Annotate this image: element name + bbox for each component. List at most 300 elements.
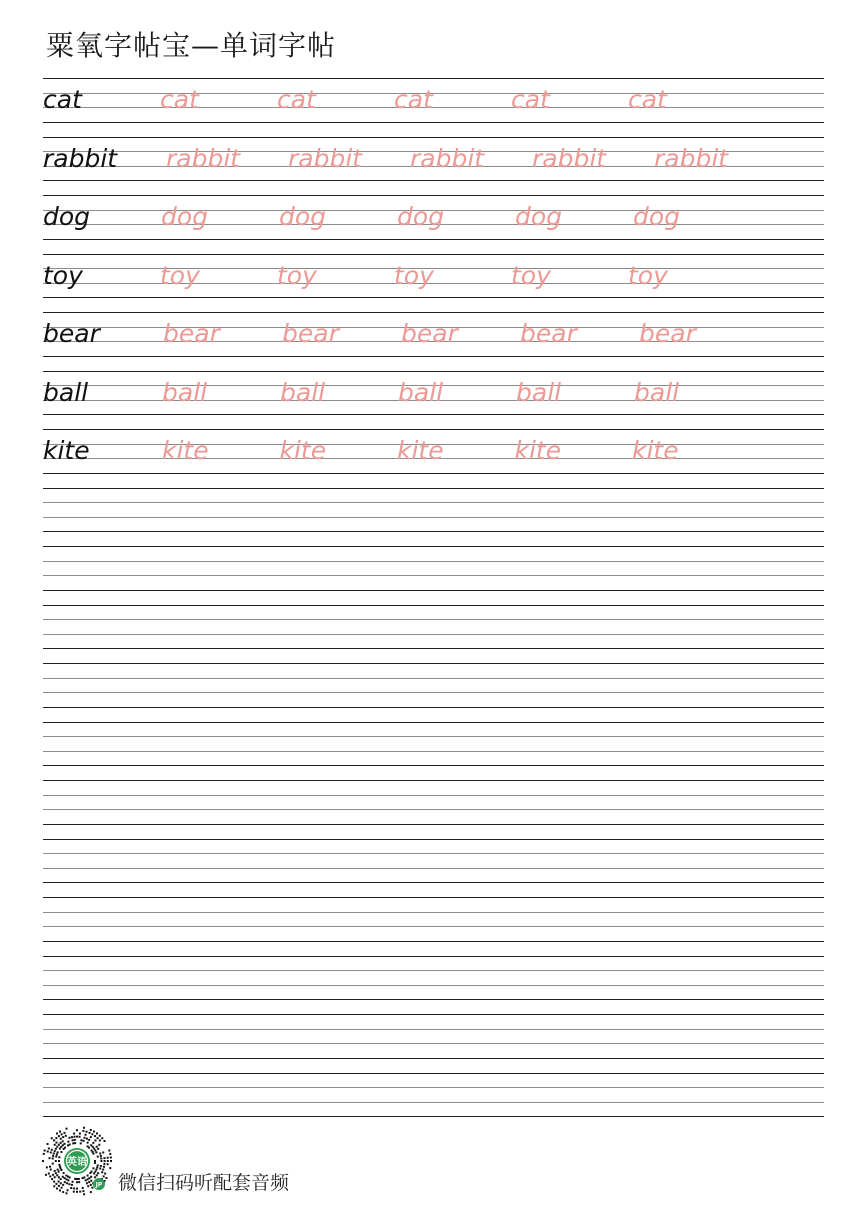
qr-module — [51, 1137, 53, 1139]
qr-module — [72, 1142, 74, 1144]
qr-module — [99, 1135, 101, 1137]
blank-row — [43, 488, 824, 532]
word-row — [43, 195, 824, 239]
qr-module — [58, 1160, 60, 1162]
qr-module — [76, 1129, 78, 1131]
qr-module — [92, 1142, 94, 1144]
qr-module — [59, 1131, 61, 1133]
trace-word: kite — [514, 436, 562, 465]
qr-module — [56, 1174, 58, 1176]
qr-module — [88, 1177, 90, 1179]
trace-word: cat — [277, 85, 316, 114]
qr-module — [92, 1146, 94, 1148]
model-word: kite — [43, 436, 90, 465]
qr-module — [110, 1156, 112, 1158]
blank-row — [43, 722, 824, 766]
qr-code[interactable] — [40, 1124, 114, 1198]
qr-module — [82, 1177, 84, 1179]
qr-module — [103, 1163, 105, 1165]
trace-word: ball — [398, 377, 444, 407]
qr-module — [83, 1193, 85, 1195]
qr-module — [76, 1181, 78, 1183]
guide-line — [43, 648, 824, 649]
guide-line — [43, 853, 824, 854]
qr-module — [55, 1160, 57, 1162]
qr-module — [82, 1190, 84, 1192]
qr-module — [97, 1148, 99, 1150]
qr-module — [61, 1187, 63, 1189]
qr-module — [60, 1142, 62, 1144]
qr-module — [49, 1175, 51, 1177]
footer — [40, 1124, 440, 1204]
qr-module — [45, 1174, 47, 1176]
qr-module — [62, 1136, 64, 1138]
model-word: toy — [43, 260, 83, 290]
qr-module — [74, 1139, 76, 1141]
qr-module — [57, 1151, 59, 1153]
qr-module — [53, 1139, 55, 1141]
trace-word: cat — [628, 85, 667, 114]
qr-module — [80, 1142, 82, 1144]
qr-module — [48, 1147, 50, 1149]
guide-line — [43, 1116, 824, 1117]
qr-module — [94, 1135, 96, 1137]
qr-module — [55, 1142, 57, 1144]
qr-module — [46, 1166, 48, 1168]
qr-module — [80, 1139, 82, 1141]
qr-module — [54, 1170, 56, 1172]
blank-row — [43, 546, 824, 590]
qr-module — [93, 1148, 95, 1150]
qr-module — [100, 1157, 102, 1159]
guide-line — [43, 809, 824, 810]
qr-module — [62, 1191, 64, 1193]
qr-module — [90, 1129, 92, 1131]
qr-module — [68, 1137, 70, 1139]
trace-word: rabbit — [288, 143, 363, 173]
qr-module — [78, 1181, 80, 1183]
qr-module — [62, 1140, 64, 1142]
qr-module — [68, 1183, 70, 1185]
qr-module — [47, 1150, 49, 1152]
qr-module — [100, 1160, 102, 1162]
qr-module — [95, 1151, 97, 1153]
guide-line — [43, 1029, 824, 1030]
qr-module — [66, 1182, 68, 1184]
qr-module — [71, 1184, 73, 1186]
qr-module — [78, 1178, 80, 1180]
trace-word: rabbit — [166, 143, 241, 173]
qr-module — [58, 1144, 60, 1146]
guide-line — [43, 678, 824, 679]
qr-module — [83, 1127, 85, 1129]
guide-line — [43, 722, 824, 723]
qr-module — [76, 1188, 78, 1190]
qr-module — [87, 1142, 89, 1144]
qr-module — [107, 1163, 109, 1165]
qr-module — [58, 1171, 60, 1173]
blank-row — [43, 1014, 824, 1058]
qr-module — [51, 1149, 53, 1151]
trace-word: toy — [160, 260, 200, 290]
qr-module — [91, 1133, 93, 1135]
qr-module — [87, 1175, 89, 1177]
trace-word: rabbit — [532, 143, 607, 173]
qr-module — [99, 1168, 101, 1170]
qr-module — [52, 1157, 54, 1159]
qr-module — [64, 1147, 66, 1149]
qr-module — [101, 1171, 103, 1173]
qr-module — [59, 1148, 61, 1150]
qr-module — [94, 1160, 96, 1162]
guide-line — [43, 1058, 824, 1059]
guide-line — [43, 1043, 824, 1044]
guide-line — [43, 765, 824, 766]
qr-module — [96, 1174, 98, 1176]
qr-module — [90, 1191, 92, 1193]
qr-module — [52, 1163, 54, 1165]
trace-word: bear — [163, 319, 220, 348]
qr-module — [67, 1141, 69, 1143]
qr-module — [104, 1160, 106, 1162]
trace-word: dog — [397, 202, 445, 231]
qr-module — [72, 1181, 74, 1183]
qr-module — [54, 1150, 56, 1152]
guide-line — [43, 531, 824, 532]
qr-module — [94, 1176, 96, 1178]
qr-module — [65, 1175, 67, 1177]
qr-module — [76, 1178, 78, 1180]
qr-module — [94, 1171, 96, 1173]
guide-line — [43, 751, 824, 752]
qr-module — [48, 1173, 50, 1175]
guide-line — [43, 780, 824, 781]
guide-line — [43, 590, 824, 591]
guide-line — [43, 897, 824, 898]
model-word: bear — [43, 319, 100, 348]
qr-module — [64, 1181, 66, 1183]
qr-module — [88, 1139, 90, 1141]
trace-word: bear — [282, 319, 339, 348]
guide-line — [43, 561, 824, 562]
qr-module — [86, 1138, 88, 1140]
qr-module — [103, 1157, 105, 1159]
guide-line — [43, 663, 824, 664]
guide-line — [43, 1087, 824, 1088]
qr-module — [93, 1172, 95, 1174]
qr-module — [53, 1185, 55, 1187]
qr-module — [60, 1138, 62, 1140]
qr-module — [95, 1169, 97, 1171]
qr-module — [58, 1176, 60, 1178]
qr-module — [59, 1166, 61, 1168]
qr-module — [92, 1153, 94, 1155]
guide-line — [43, 619, 824, 620]
blank-row — [43, 956, 824, 1000]
trace-word: rabbit — [410, 143, 485, 173]
qr-module — [65, 1192, 67, 1194]
qr-module — [56, 1188, 58, 1190]
qr-module — [66, 1189, 68, 1191]
guide-line — [43, 488, 824, 489]
guide-line — [43, 912, 824, 913]
qr-module — [92, 1167, 94, 1169]
qr-module — [60, 1167, 62, 1169]
qr-module — [44, 1149, 46, 1151]
qr-module — [61, 1133, 63, 1135]
trace-word: ball — [280, 377, 326, 407]
guide-line — [43, 882, 824, 883]
qr-module — [86, 1131, 88, 1133]
qr-module — [55, 1137, 57, 1139]
trace-word: ball — [516, 377, 562, 407]
guide-line — [43, 956, 824, 957]
trace-word: bear — [639, 319, 696, 348]
qr-module — [42, 1160, 44, 1162]
trace-word: cat — [511, 85, 550, 114]
qr-badge-label: 英语 — [67, 1157, 87, 1168]
qr-module — [107, 1157, 109, 1159]
qr-module — [57, 1169, 59, 1171]
trace-word: cat — [160, 85, 199, 114]
word-row — [43, 78, 824, 122]
qr-module — [62, 1184, 64, 1186]
word-row — [43, 137, 824, 181]
guide-line — [43, 1102, 824, 1103]
qr-module — [50, 1169, 52, 1171]
qr-module — [53, 1152, 55, 1154]
guide-line — [43, 517, 824, 518]
qr-module — [105, 1177, 107, 1179]
model-word: ball — [43, 377, 89, 407]
qr-module — [56, 1146, 58, 1148]
qr-module — [93, 1131, 95, 1133]
qr-module — [94, 1139, 96, 1141]
qr-module — [64, 1143, 66, 1145]
qr-module — [79, 1133, 81, 1135]
qr-module — [82, 1130, 84, 1132]
qr-module — [96, 1167, 98, 1169]
guide-line — [43, 985, 824, 986]
word-row — [43, 254, 824, 298]
page-title: 粟氧字帖宝—单词字帖 — [46, 29, 337, 62]
guide-line — [43, 868, 824, 869]
guide-line — [43, 575, 824, 576]
qr-module — [85, 1179, 87, 1181]
trace-word: cat — [394, 85, 433, 114]
qr-module — [79, 1191, 81, 1193]
qr-module — [64, 1177, 66, 1179]
blank-row — [43, 839, 824, 883]
qr-module — [104, 1140, 106, 1142]
qr-module — [82, 1187, 84, 1189]
qr-module — [58, 1181, 60, 1183]
qr-module — [58, 1185, 60, 1187]
qr-module — [65, 1128, 67, 1130]
guide-line — [43, 926, 824, 927]
model-word: dog — [43, 202, 91, 231]
qr-module — [65, 1135, 67, 1137]
qr-module — [55, 1172, 57, 1174]
blank-row — [43, 605, 824, 649]
qr-module — [79, 1136, 81, 1138]
qr-module — [86, 1182, 88, 1184]
qr-module — [73, 1136, 75, 1138]
qr-module — [50, 1151, 52, 1153]
qr-module — [83, 1140, 85, 1142]
guide-line — [43, 970, 824, 971]
qr-module — [87, 1185, 89, 1187]
qr-module — [60, 1151, 62, 1153]
qr-module — [59, 1189, 61, 1191]
guide-line — [43, 999, 824, 1000]
guide-line — [43, 839, 824, 840]
qr-module — [55, 1156, 57, 1158]
qr-module — [60, 1182, 62, 1184]
blank-row — [43, 897, 824, 941]
qr-module — [43, 1153, 45, 1155]
qr-module — [85, 1134, 87, 1136]
qr-module — [98, 1144, 100, 1146]
guide-line — [43, 941, 824, 942]
qr-module — [47, 1143, 49, 1145]
qr-module — [108, 1149, 110, 1151]
qr-module — [55, 1183, 57, 1185]
trace-word: kite — [279, 436, 327, 465]
qr-module — [58, 1156, 60, 1158]
qr-module — [52, 1155, 54, 1157]
guide-line — [43, 605, 824, 606]
qr-module — [52, 1174, 54, 1176]
qr-module — [84, 1137, 86, 1139]
qr-module — [99, 1139, 101, 1141]
qr-module — [107, 1160, 109, 1162]
word-row — [43, 312, 824, 356]
qr-module — [110, 1160, 112, 1162]
qr-module — [103, 1175, 105, 1177]
trace-word: dog — [515, 202, 563, 231]
trace-word: toy — [628, 260, 668, 290]
qr-module — [58, 1164, 60, 1166]
qr-module — [90, 1180, 92, 1182]
word-row — [43, 371, 824, 415]
qr-module — [97, 1172, 99, 1174]
trace-word: bear — [401, 319, 458, 348]
guide-line — [43, 1014, 824, 1015]
qr-module — [88, 1147, 90, 1149]
qr-module — [62, 1144, 64, 1146]
qr-module — [90, 1136, 92, 1138]
qr-corner-label: JP — [95, 1181, 103, 1189]
qr-module — [76, 1136, 78, 1138]
qr-module — [71, 1136, 73, 1138]
qr-module — [97, 1137, 99, 1139]
qr-module — [91, 1187, 93, 1189]
qr-module — [100, 1165, 102, 1167]
qr-module — [58, 1135, 60, 1137]
guide-line — [43, 1073, 824, 1074]
qr-module — [101, 1137, 103, 1139]
qr-module — [97, 1156, 99, 1158]
trace-word: dog — [161, 202, 209, 231]
qr-module — [54, 1144, 56, 1146]
guide-line — [43, 546, 824, 547]
qr-module — [104, 1173, 106, 1175]
qr-module — [94, 1162, 96, 1164]
guide-line — [43, 736, 824, 737]
qr-module — [89, 1172, 91, 1174]
qr-module — [63, 1172, 65, 1174]
qr-module — [72, 1139, 74, 1141]
qr-module — [102, 1151, 104, 1153]
qr-module — [73, 1187, 75, 1189]
qr-module — [103, 1166, 105, 1168]
qr-module — [69, 1144, 71, 1146]
qr-module — [60, 1178, 62, 1180]
trace-word: ball — [162, 377, 208, 407]
word-row — [43, 429, 824, 473]
blank-row — [43, 663, 824, 707]
qr-module — [74, 1142, 76, 1144]
qr-module — [90, 1184, 92, 1186]
qr-module — [62, 1176, 64, 1178]
qr-module — [55, 1148, 57, 1150]
guide-line — [43, 502, 824, 503]
qr-module — [65, 1178, 67, 1180]
qr-module — [87, 1178, 89, 1180]
trace-word: kite — [162, 436, 209, 465]
trace-word: rabbit — [654, 143, 729, 173]
qr-module — [49, 1166, 51, 1168]
trace-word: kite — [397, 436, 444, 465]
qr-module — [76, 1191, 78, 1193]
trace-word: toy — [394, 260, 434, 290]
qr-module — [99, 1152, 101, 1154]
qr-module — [54, 1176, 56, 1178]
qr-module — [89, 1132, 91, 1134]
qr-module — [90, 1176, 92, 1178]
qr-module — [67, 1179, 69, 1181]
qr-module — [63, 1132, 65, 1134]
guide-line — [43, 634, 824, 635]
trace-word: ball — [634, 377, 680, 407]
qr-module — [49, 1157, 51, 1159]
guide-line — [43, 692, 824, 693]
practice-sheet — [43, 78, 824, 1118]
model-word: rabbit — [43, 143, 118, 173]
qr-module — [83, 1176, 85, 1178]
qr-module — [88, 1181, 90, 1183]
qr-module — [97, 1164, 99, 1166]
guide-line — [43, 795, 824, 796]
qr-module — [102, 1169, 104, 1171]
qr-module — [73, 1191, 75, 1193]
trace-word: dog — [633, 202, 681, 231]
trace-word: toy — [277, 260, 317, 290]
footer-caption: 微信扫码听配套音频 — [118, 1172, 290, 1194]
qr-module — [109, 1153, 111, 1155]
blank-row — [43, 1073, 824, 1117]
trace-word: toy — [511, 260, 551, 290]
trace-word: dog — [279, 202, 327, 231]
qr-module — [109, 1167, 111, 1169]
model-word: cat — [43, 85, 82, 114]
qr-module — [53, 1181, 55, 1183]
qr-module — [51, 1178, 53, 1180]
trace-word: bear — [520, 319, 577, 348]
qr-module — [96, 1132, 98, 1134]
blank-row — [43, 780, 824, 824]
